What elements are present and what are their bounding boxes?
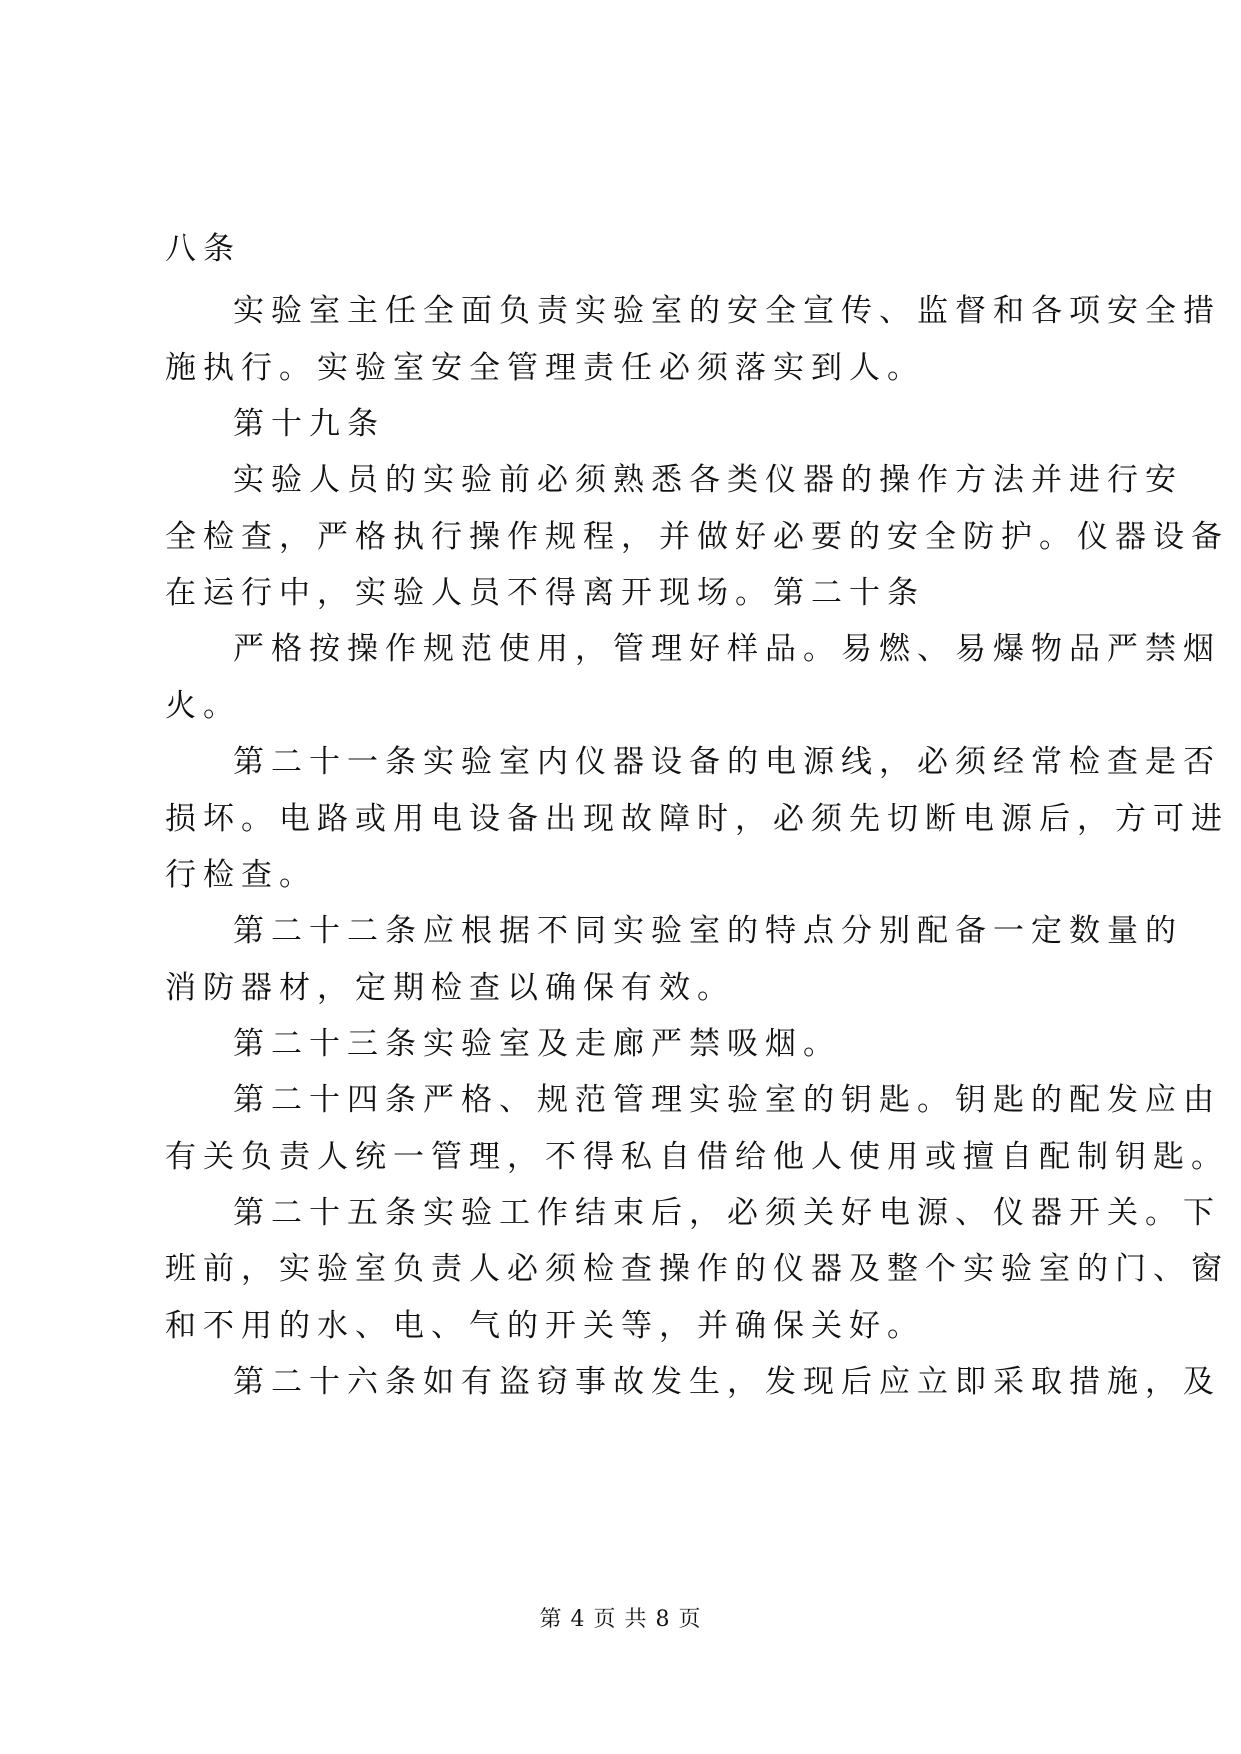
text-line: 消防器材，定期检查以确保有效。 xyxy=(165,970,735,1006)
text-line: 第十九条 xyxy=(233,406,385,442)
text-line: 在运行中，实验人员不得离开现场。第二十条 xyxy=(165,575,925,611)
text-line: 实验室主任全面负责实验室的安全宣传、监督和各项安全措 xyxy=(233,293,1221,329)
text-line: 班前，实验室负责人必须检查操作的仪器及整个实验室的门、窗 xyxy=(165,1251,1229,1287)
text-line: 第二十四条严格、规范管理实验室的钥匙。钥匙的配发应由 xyxy=(233,1082,1221,1118)
text-line: 第二十三条实验室及走廊严禁吸烟。 xyxy=(233,1026,841,1062)
text-line: 第二十二条应根据不同实验室的特点分别配备一定数量的 xyxy=(233,913,1183,949)
text-line: 第二十一条实验室内仪器设备的电源线，必须经常检查是否 xyxy=(233,744,1221,780)
text-line: 和不用的水、电、气的开关等，并确保关好。 xyxy=(165,1308,925,1344)
text-line: 八条 xyxy=(165,231,241,267)
page-footer: 第 4 页 共 8 页 xyxy=(539,1607,702,1632)
text-line: 火。 xyxy=(165,688,241,724)
text-line: 实验人员的实验前必须熟悉各类仪器的操作方法并进行安 xyxy=(233,462,1183,498)
text-line: 全检查，严格执行操作规程，并做好必要的安全防护。仪器设备 xyxy=(165,519,1229,555)
text-line: 有关负责人统一管理，不得私自借给他人使用或擅自配制钥匙。 xyxy=(165,1139,1229,1175)
text-line: 第二十六条如有盗窃事故发生，发现后应立即采取措施，及 xyxy=(233,1364,1221,1400)
text-line: 行检查。 xyxy=(165,857,317,893)
text-line: 施执行。实验室安全管理责任必须落实到人。 xyxy=(165,350,925,386)
text-line: 损坏。电路或用电设备出现故障时，必须先切断电源后，方可进 xyxy=(165,801,1229,837)
text-line: 严格按操作规范使用，管理好样品。易燃、易爆物品严禁烟 xyxy=(233,631,1221,667)
text-line: 第二十五条实验工作结束后，必须关好电源、仪器开关。下 xyxy=(233,1195,1221,1231)
